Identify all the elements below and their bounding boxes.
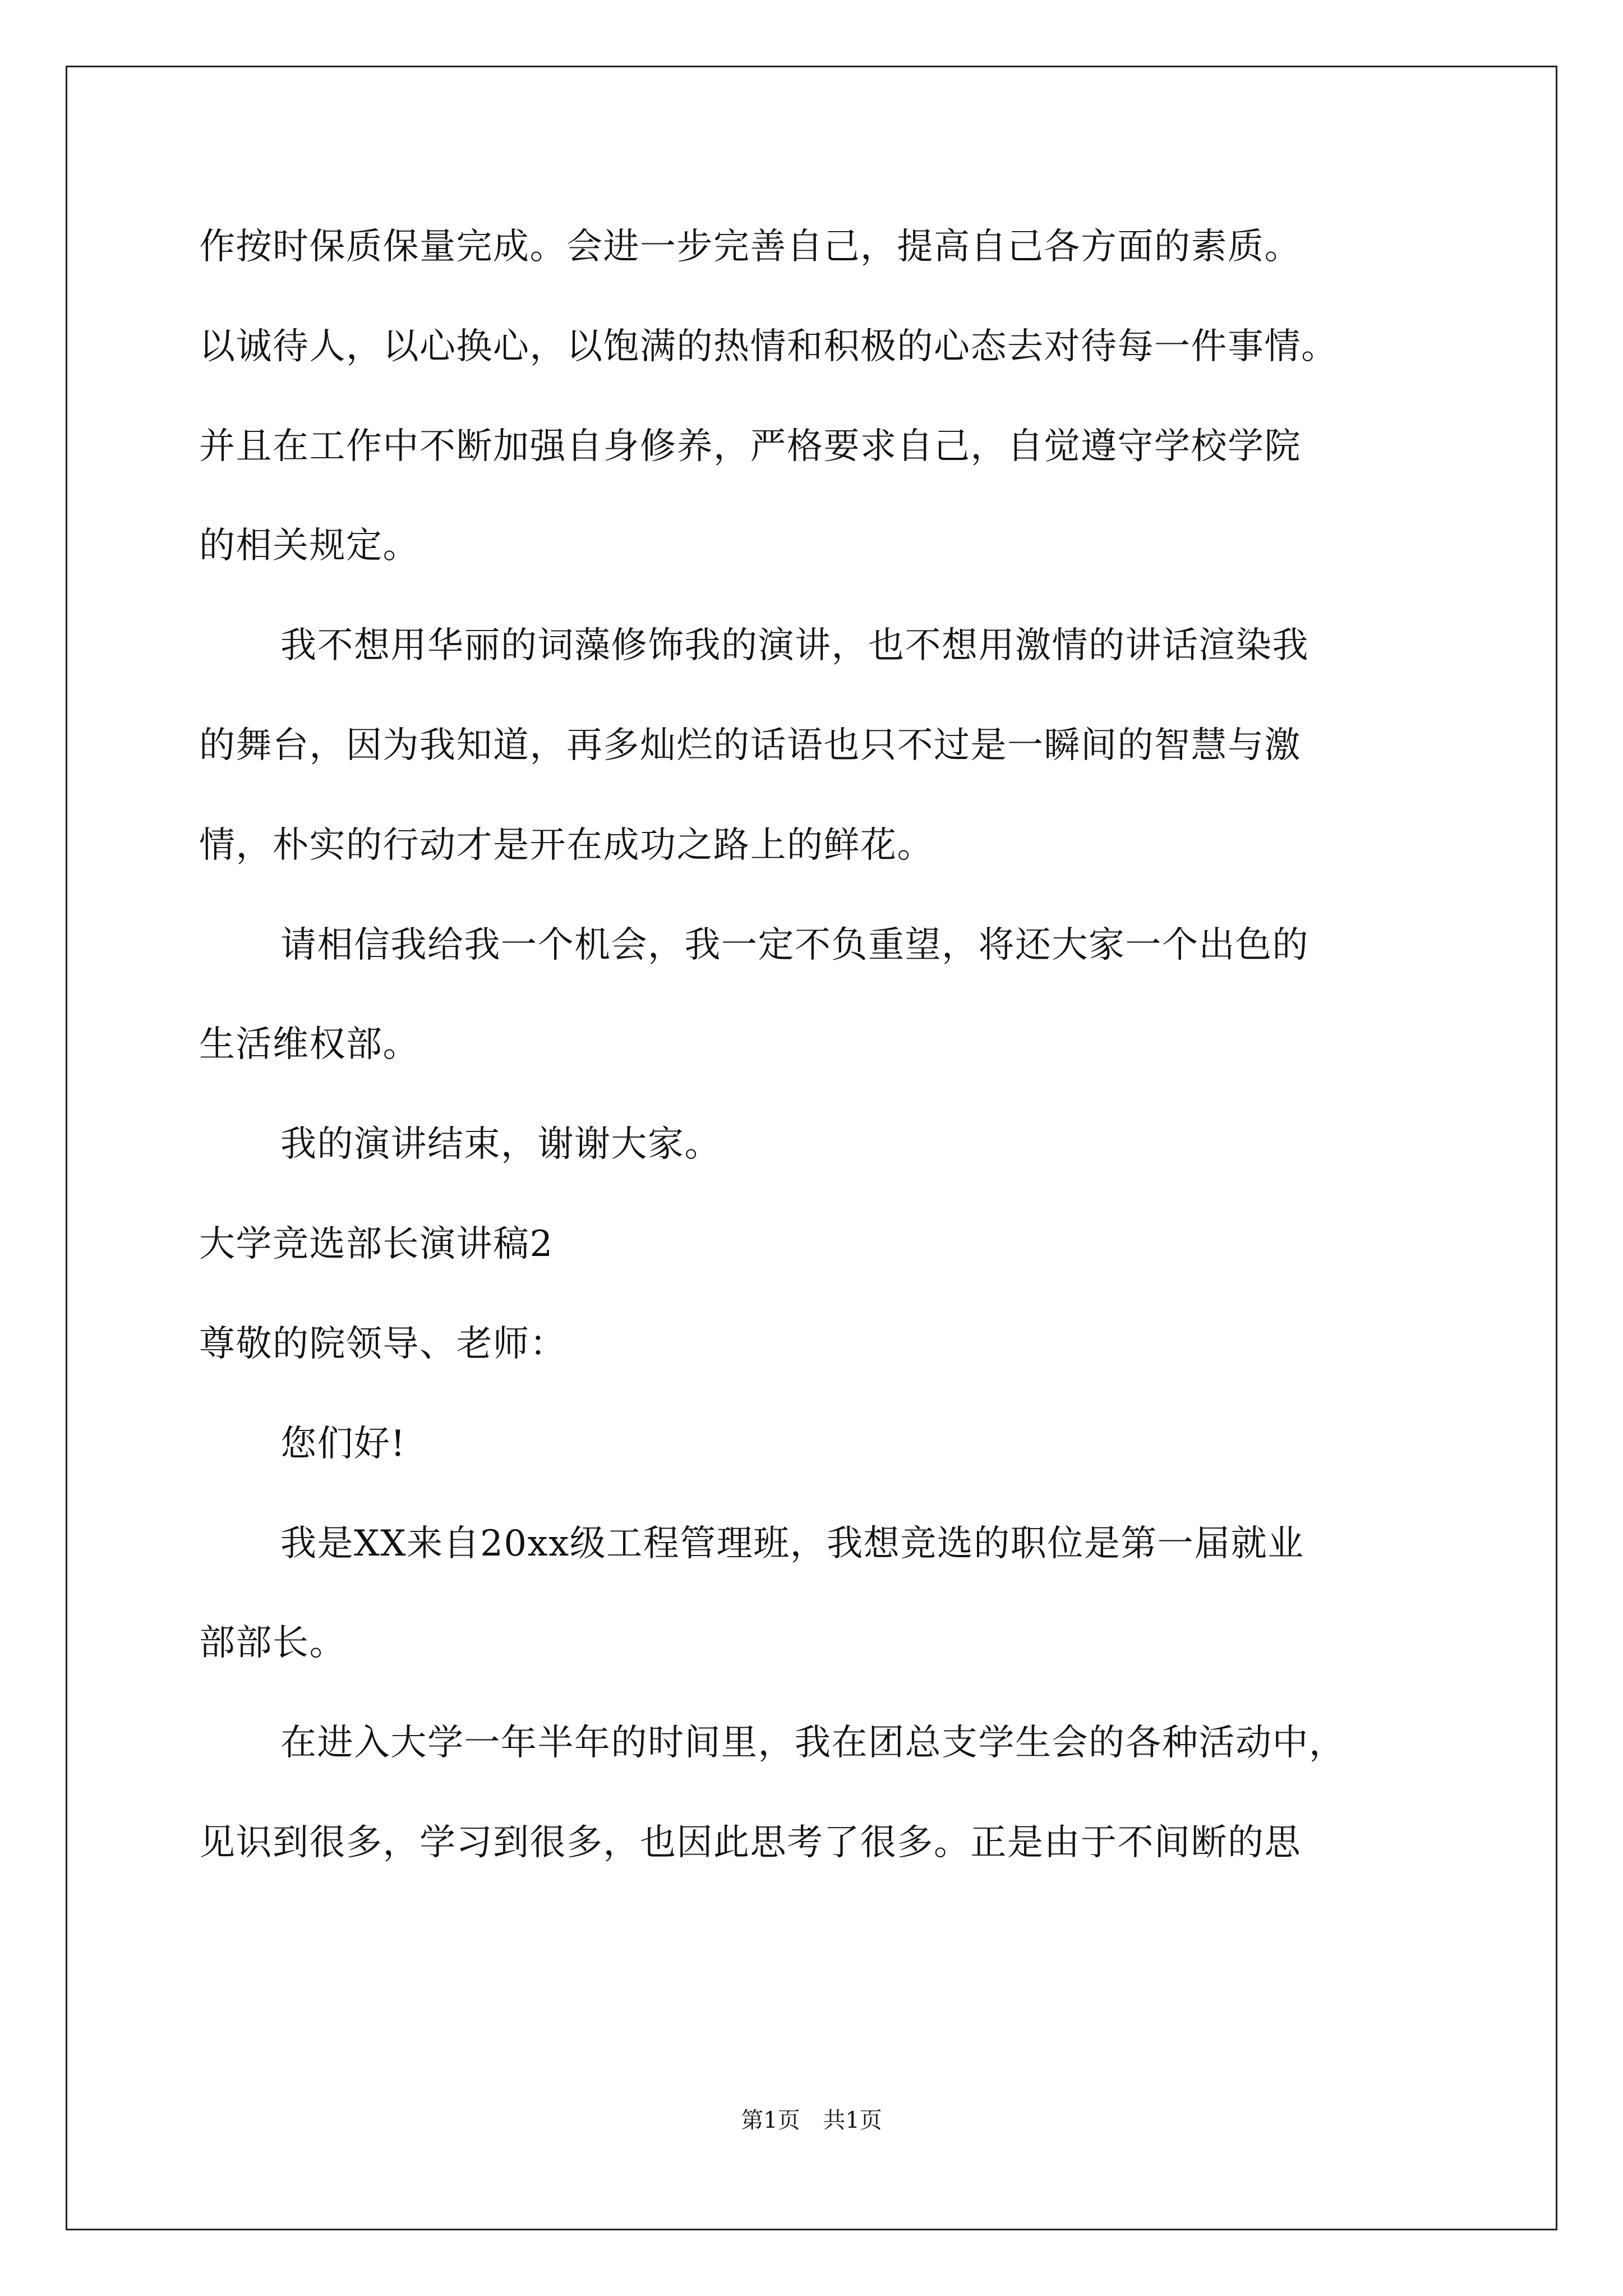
body-line-3: 并且在工作中不断加强自身修养，严格要求自己，自觉遵守学校学院 [199,426,1301,467]
salutation-line: 尊敬的院领导、老师： [199,1323,566,1365]
body-line-17: 见识到很多，学习到很多，也因此思考了很多。正是由于不间断的思 [199,1822,1301,1864]
paragraph-line-8: 请相信我给我一个机会，我一定不负重望，将还大家一个出色的 [280,924,1309,966]
paragraph-line-10: 我的演讲结束，谢谢大家。 [280,1124,721,1165]
paragraph-line-16: 在进入大学一年半年的时间里，我在团总支学生会的各种活动中， [280,1722,1346,1764]
page-total: 共1页 [823,2108,882,2133]
body-line-7: 情，朴实的行动才是开在成功之路上的鲜花。 [199,825,934,866]
body-line-6: 的舞台，因为我知道，再多灿烂的话语也只不过是一瞬间的智慧与激 [199,725,1301,766]
page-number: 第1页 [741,2108,800,2133]
body-line-15: 部部长。 [199,1622,346,1664]
page-footer [0,2106,1623,2134]
body-line-1: 作按时保质保量完成。会进一步完善自己，提高自己各方面的素质。 [199,226,1301,268]
section-title: 大学竞选部长演讲稿2 [199,1223,554,1265]
body-line-4: 的相关规定。 [199,525,419,567]
body-line-2: 以诚待人，以心换心，以饱满的热情和积极的心态去对待每一件事情。 [199,326,1338,367]
body-line-9: 生活维权部。 [199,1024,419,1065]
paragraph-line-14: 我是XX来自20xx级工程管理班，我想竞选的职位是第一届就业 [280,1523,1304,1565]
greeting-line: 您们好! [280,1423,406,1465]
paragraph-line-5: 我不想用华丽的词藻修饰我的演讲，也不想用激情的讲话渲染我 [280,625,1309,666]
